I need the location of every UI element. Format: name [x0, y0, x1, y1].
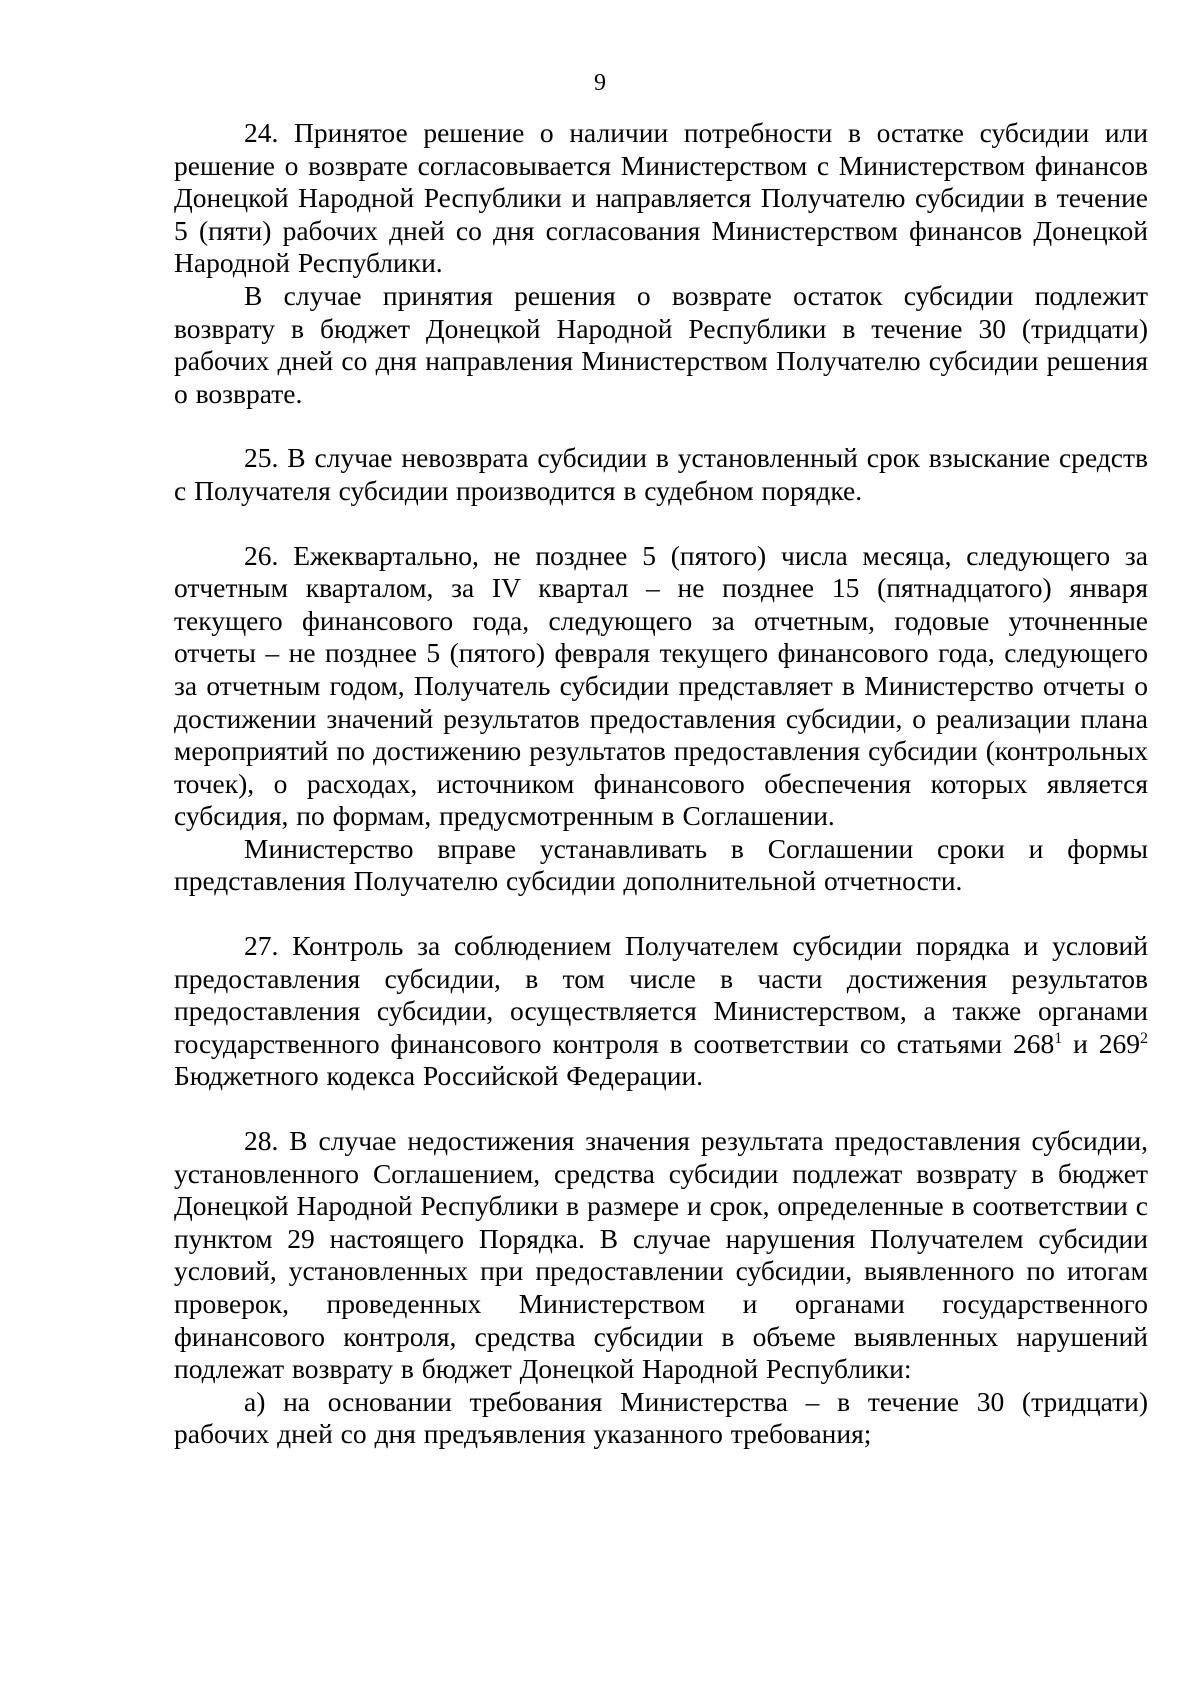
- paragraph-24-text: Принятое решение о наличии потребности в остатке субсидии или решение о возврате согласовывается Министерством с Министерством финансов Донецкой Народной Республики и направляется Получателю субсидии в течение 5 (пяти) рабочих дней со дня согласования Министерством финансов Донецкой Народной Республики.: [174, 117, 1149, 279]
- paragraph-25-number: 25.: [244, 442, 279, 474]
- paragraph-25: [174, 442, 1148, 507]
- paragraph-27-text-a: Контроль за соблюдением Получателем субсидии порядка и условий предоставления субсидии, в том числе в части достижения результатов предоставления субсидии, осуществляется Министерством, а также органами государственного финансового контроля в соответствии со статьями 268: [174, 930, 1148, 1059]
- paragraph-26-number: 26.: [244, 539, 279, 571]
- paragraph-28: [174, 1125, 1148, 1386]
- document-body: [174, 117, 1148, 1451]
- superscript-1: 1: [1054, 1029, 1063, 1047]
- paragraph-27-number: 27.: [244, 930, 279, 962]
- paragraph-24: [174, 117, 1148, 280]
- paragraph-26-text: Ежеквартально, не позднее 5 (пятого) числа месяца, следующего за отчетным кварталом, за IV квартал – не позднее 15 (пятнадцатого) января текущего финансового года, следующего за отчетным, годовые уточненные отчеты – не позднее 5 (пятого) февраля текущего финансового года, следующего за отчетным годом, Получатель субсидии представляет в Министерство отчеты о достижении значений результатов предоставления субсидии, о реализации плана мероприятий по достижению результатов предоставления субсидии (контрольных точек), о расходах, источником финансового обеспечения которых является субсидия, по формам, предусмотренным в Соглашении.: [174, 539, 1148, 832]
- page-number: 9: [594, 70, 606, 96]
- paragraph-24-continuation: В случае принятия решения о возврате остаток субсидии подлежит возврату в бюджет Донецкой Народной Республики в течение 30 (тридцати) рабочих дней со дня направления Министерством Получателю субсидии решения о возврате.: [174, 279, 1148, 409]
- paragraph-25-text: В случае невозврата субсидии в установленный срок взыскание средств с Получателя субсидии производится в судебном порядке.: [174, 442, 1149, 506]
- paragraph-26: [174, 540, 1148, 833]
- paragraph-28-item-a-text: на основании требования Министерства – в течение 30 (тридцати) рабочих дней со дня предъявления указанного требования;: [174, 1385, 1149, 1450]
- paragraph-28-number: 28.: [244, 1125, 279, 1157]
- paragraph-28-item-a: [174, 1386, 1148, 1451]
- paragraph-26-continuation: Министерство вправе устанавливать в Соглашении сроки и формы представления Получателю субсидии дополнительной отчетности.: [174, 832, 1148, 897]
- paragraph-27-text-c: Бюджетного кодекса Российской Федерации.: [174, 1060, 704, 1092]
- paragraph-24-number: 24.: [244, 117, 279, 148]
- paragraph-28-text: В случае недостижения значения результата предоставления субсидии, установленного Соглашением, средства субсидии подлежат возврату в бюджет Донецкой Народной Республики в размере и срок, определенные в соответствии с пунктом 29 настоящего Порядка. В случае нарушения Получателем субсидии условий, установленных при предоставлении субсидии, выявленного по итогам проверок, проведенных Министерством и органами государственного финансового контроля, средства субсидии в объеме выявленных нарушений подлежат возврату в бюджет Донецкой Народной Республики:: [174, 1125, 1149, 1385]
- paragraph-27: [174, 930, 1148, 1093]
- paragraph-27-text-b: и 269: [1062, 1027, 1140, 1059]
- paragraph-28-item-a-marker: а): [244, 1385, 266, 1417]
- superscript-2: 2: [1140, 1029, 1148, 1047]
